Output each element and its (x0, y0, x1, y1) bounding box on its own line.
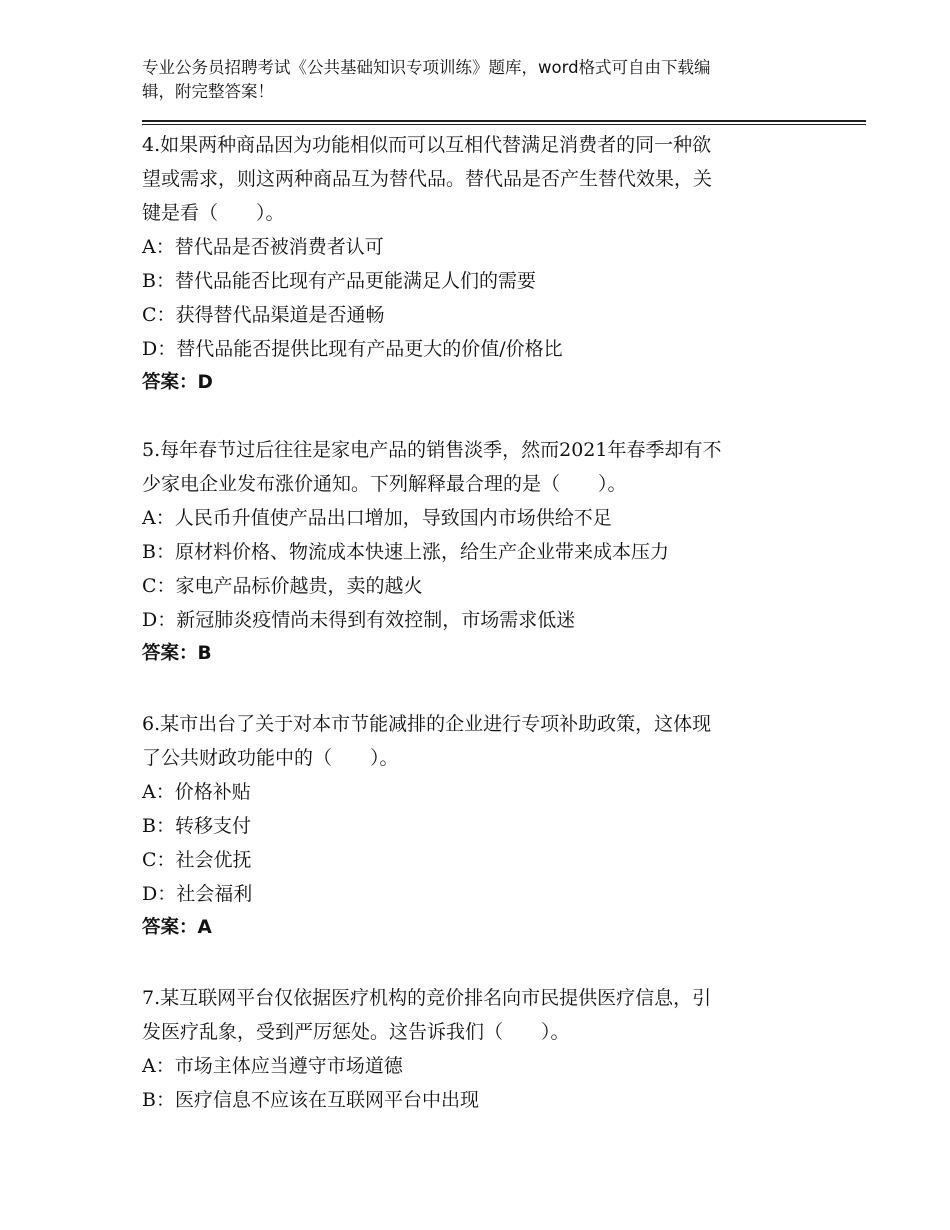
question-stem-line: 了公共财政功能中的（ ）。 (142, 747, 399, 769)
option-b: B：转移支付 (142, 815, 251, 837)
option-a: A：替代品是否被消费者认可 (142, 236, 384, 258)
question-stem-line: 发医疗乱象，受到严厉惩处。这告诉我们（ ）。 (142, 1021, 570, 1043)
option-c: C：获得替代品渠道是否通畅 (142, 304, 385, 326)
question-7 (142, 981, 802, 1117)
question-stem-line: 5.每年春节过后往往是家电产品的销售淡季，然而2021年春季却有不 (142, 439, 722, 461)
header-line: 辑，附完整答案！ (142, 82, 274, 101)
header-divider-thick (142, 120, 866, 122)
option-b: B：替代品能否比现有产品更能满足人们的需要 (142, 270, 536, 292)
option-c: C：家电产品标价越贵，卖的越火 (142, 575, 423, 597)
document-header (142, 56, 802, 104)
question-5 (142, 433, 802, 671)
question-stem-line: 键是看（ ）。 (142, 202, 285, 224)
option-a: A：价格补贴 (142, 781, 251, 803)
option-d: D：新冠肺炎疫情尚未得到有效控制，市场需求低迷 (142, 609, 576, 631)
question-stem-line: 6.某市出台了关于对本市节能减排的企业进行专项补助政策，这体现 (142, 713, 712, 735)
option-b: B：原材料价格、物流成本快速上涨，给生产企业带来成本压力 (142, 541, 669, 563)
answer: 答案：A (142, 917, 212, 938)
question-4 (142, 128, 802, 400)
answer: 答案：D (142, 372, 213, 393)
option-a: A：人民币升值使产品出口增加，导致国内市场供给不足 (142, 507, 612, 529)
option-c: C：社会优抚 (142, 849, 252, 871)
option-d: D：替代品能否提供比现有产品更大的价值/价格比 (142, 338, 563, 360)
header-line: 专业公务员招聘考试《公共基础知识专项训练》题库，word格式可自由下载编 (142, 58, 711, 77)
option-d: D：社会福利 (142, 883, 253, 905)
header-divider-thin (142, 124, 866, 125)
answer: 答案：B (142, 643, 212, 664)
option-a: A：市场主体应当遵守市场道德 (142, 1055, 403, 1077)
question-stem-line: 望或需求，则这两种商品互为替代品。替代品是否产生替代效果，关 (142, 168, 713, 190)
question-stem-line: 少家电企业发布涨价通知。下列解释最合理的是（ ）。 (142, 473, 627, 495)
question-stem-line: 4.如果两种商品因为功能相似而可以互相代替满足消费者的同一种欲 (142, 134, 712, 156)
option-b: B：医疗信息不应该在互联网平台中出现 (142, 1089, 479, 1111)
question-stem-line: 7.某互联网平台仅依据医疗机构的竞价排名向市民提供医疗信息，引 (142, 987, 712, 1009)
question-6 (142, 707, 802, 945)
